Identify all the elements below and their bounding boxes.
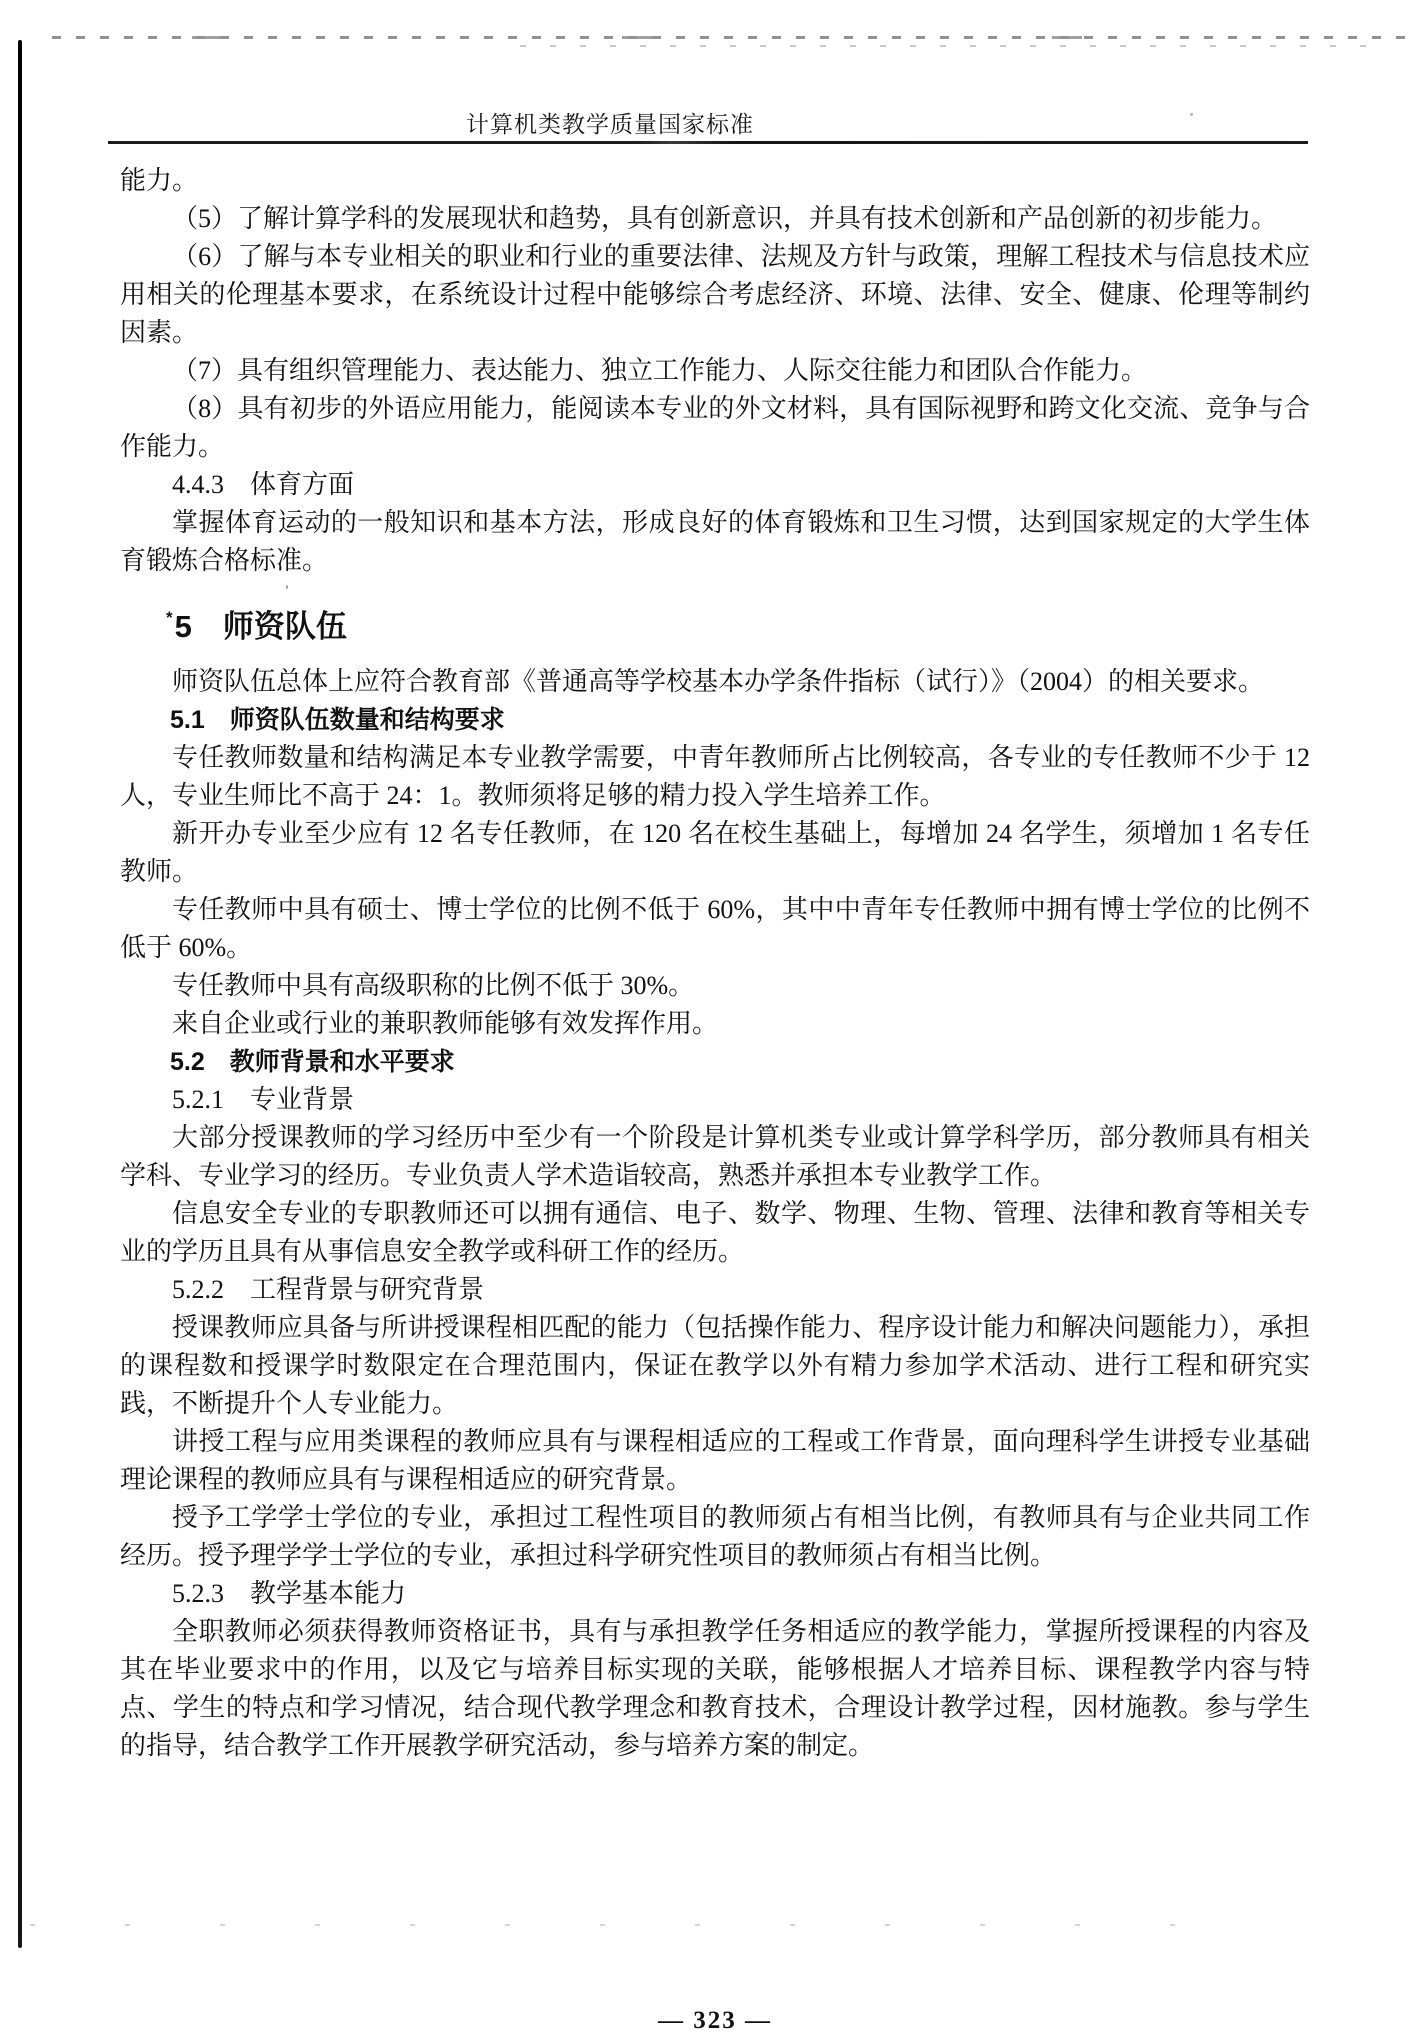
paragraph-sports: 掌握体育运动的一般知识和基本方法，形成良好的体育锻炼和卫生习惯，达到国家规定的大学生体育锻炼合格标准。 <box>120 508 1310 575</box>
paragraph-degree-ratio: 专任教师中具有硕士、博士学位的比例不低于 60%，其中中青年专任教师中拥有博士学位的比例不低于 60%。 <box>120 895 1310 962</box>
scan-artifact-top-dashes-2 <box>520 45 1380 47</box>
page-number: — 323 — <box>658 2007 772 2034</box>
paragraph-teaching-capability: 授课教师应具备与所讲授课程相匹配的能力（包括操作能力、程序设计能力和解决问题能力），承担的课程数和授课学时数限定在合理范围内，保证在教学以外有精力参加学术活动、进行工程和研究实践，不断提升个人专业能力。 <box>120 1313 1310 1418</box>
section-asterisk: * <box>166 608 173 627</box>
list-item-7: （7）具有组织管理能力、表达能力、独立工作能力、人际交往能力和团队合作能力。 <box>172 356 1148 385</box>
section-heading-5-2: 5.2 教师背景和水平要求 <box>170 1048 455 1076</box>
scan-speck <box>1190 113 1193 116</box>
list-item-8: （8）具有初步的外语应用能力，能阅读本专业的外文材料，具有国际视野和跨文化交流、竞争与合作能力。 <box>120 394 1310 461</box>
scan-artifact-bottom-dashes <box>30 1924 1180 1926</box>
paragraph-teaching-basics: 全职教师必须获得教师资格证书，具有与承担教学任务相适应的教学能力，掌握所授课程的内容及其在毕业要求中的作用，以及它与培养目标实现的关联，能够根据人才培养目标、课程教学内容与特点、学生的特点和学习情况，结合现代教学理念和教育技术，合理设计教学过程，因材施教。参与学生的指导，结合教学工作开展教学研究活动，参与培养方案的制定。 <box>120 1617 1310 1760</box>
scan-artifact-top-dashes <box>52 36 1412 39</box>
paragraph-engineering-background: 讲授工程与应用类课程的教师应具有与课程相适应的工程或工作背景，面向理科学生讲授专业基础理论课程的教师应具有与课程相适应的研究背景。 <box>120 1427 1310 1494</box>
paragraph-professional-background: 大部分授课教师的学习经历中至少有一个阶段是计算机类专业或计算学科学历，部分教师具有相关学科、专业学习的经历。专业负责人学术造诣较高，熟悉并承担本专业教学工作。 <box>120 1123 1310 1190</box>
header-rule <box>108 141 1308 144</box>
section-heading-4-4-3: 4.4.3 体育方面 <box>172 470 355 499</box>
paragraph-faculty-quantity: 专任教师数量和结构满足本专业教学需要，中青年教师所占比例较高，各专业的专任教师不少于 12 人，专业生师比不高于 24：1。教师须将足够的精力投入学生培养工作。 <box>120 743 1310 810</box>
page-paragraphs <box>120 162 1310 2034</box>
chapter-heading-5: *5 师资队伍 <box>166 608 347 644</box>
list-item-6: （6）了解与本专业相关的职业和行业的重要法律、法规及方针与政策，理解工程技术与信息技术应用相关的伦理基本要求，在系统设计过程中能够综合考虑经济、环境、法律、安全、健康、伦理等制约因素。 <box>120 242 1310 347</box>
section-heading-5-1: 5.1 师资队伍数量和结构要求 <box>170 706 505 734</box>
scan-artifact-left-bar <box>18 40 22 1948</box>
paragraph-senior-title-ratio: 专任教师中具有高级职称的比例不低于 30%。 <box>172 971 695 1000</box>
section-heading-5-2-1: 5.2.1 专业背景 <box>172 1085 355 1114</box>
section-heading-5-2-3: 5.2.3 教学基本能力 <box>172 1579 407 1608</box>
paragraph-parttime-teachers: 来自企业或行业的兼职教师能够有效发挥作用。 <box>172 1009 719 1038</box>
paragraph-faculty-overview: 师资队伍总体上应符合教育部《普通高等学校基本办学条件指标（试行）》（2004）的相关要求。 <box>172 667 1265 696</box>
paragraph-degree-programs: 授予工学学士学位的专业，承担过工程性项目的教师须占有相当比例，有教师具有与企业共同工作经历。授予理学学士学位的专业，承担过科学研究性项目的教师须占有相当比例。 <box>120 1503 1310 1570</box>
list-item-5: （5）了解计算学科的发展现状和趋势，具有创新意识，并具有技术创新和产品创新的初步能力。 <box>172 204 1278 233</box>
paragraph-infosec-teachers: 信息安全专业的专职教师还可以拥有通信、电子、数学、物理、生物、管理、法律和教育等相关专业的学历且具有从事信息安全教学或科研工作的经历。 <box>120 1199 1310 1266</box>
section-heading-5-2-2: 5.2.2 工程背景与研究背景 <box>172 1275 485 1304</box>
paragraph-new-major: 新开办专业至少应有 12 名专任教师，在 120 名在校生基础上，每增加 24 名学生，须增加 1 名专任教师。 <box>120 819 1310 886</box>
paragraph-continuation: 能力。 <box>120 166 199 195</box>
page-header-title: 计算机类教学质量国家标准 <box>466 112 754 137</box>
